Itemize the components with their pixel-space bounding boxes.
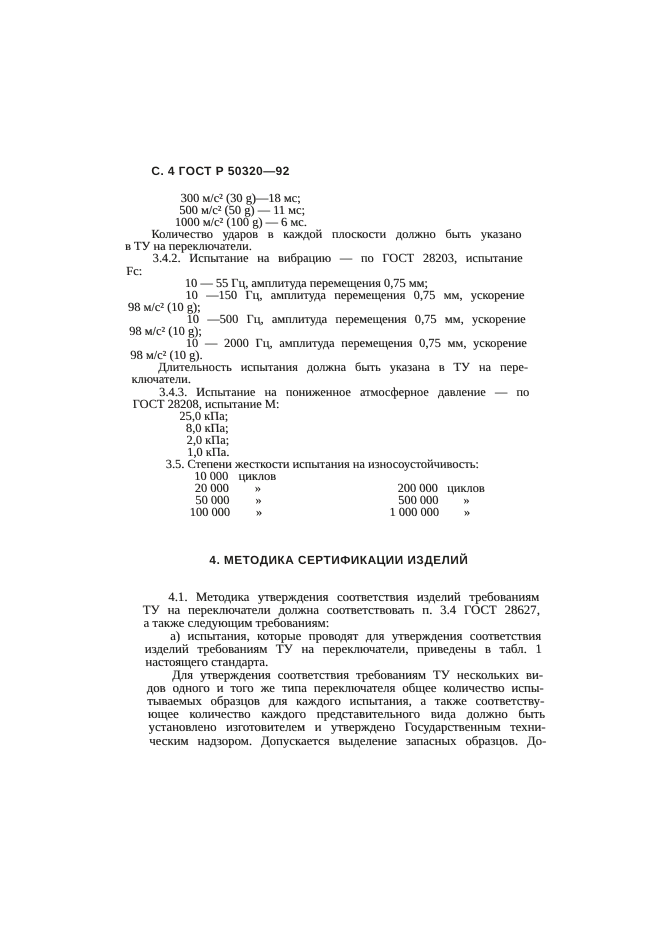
text-line: 98 м/с² (10 g). <box>129 348 203 363</box>
text-line: изделий требованиям ТУ на переключатели, приведены в табл. 1 <box>144 641 543 656</box>
endurance-unit: циклов <box>238 469 277 484</box>
text-line: ТУ на переключатели должна соответствовать п. 3.4 ГОСТ 28627, <box>142 602 541 617</box>
text-line: 3.5. Степени жесткости испытания на износоустойчивость: <box>165 457 480 472</box>
endurance-unit: циклов <box>446 481 485 496</box>
text-line: ГОСТ 28208, испытание М: <box>132 396 280 411</box>
endurance-value: 10 000 <box>193 469 229 484</box>
text-line: 98 м/с² (10 g); <box>127 299 201 314</box>
endurance-unit: » <box>462 493 470 508</box>
section-4-heading: 4. МЕТОДИКА СЕРТИФИКАЦИИ ИЗДЕЛИЙ <box>208 552 469 567</box>
endurance-unit: » <box>255 505 263 520</box>
text-line: в ТУ на переключатели. <box>124 239 252 254</box>
text-line: 3.4.3. Испытание на пониженное атмосферное давление — по <box>158 384 530 399</box>
endurance-value: 200 000 <box>397 481 439 496</box>
endurance-value: 100 000 <box>189 505 231 520</box>
endurance-value: 20 000 <box>194 481 230 496</box>
text-line: 4.1. Методика утверждения соответствия изделий требованиям <box>167 589 540 604</box>
text-line: 1,0 кПа. <box>186 444 230 459</box>
endurance-unit: » <box>254 481 262 496</box>
text-line: Fc: <box>125 263 143 278</box>
text-line: а также следующим требованиям: <box>143 615 330 630</box>
endurance-value: 500 000 <box>397 493 439 508</box>
text-line: установлено изготовителем и утверждено Государственным техни- <box>148 720 546 735</box>
text-line: ческим надзором. Допускается выделение запасных образцов. До- <box>148 733 547 748</box>
endurance-unit: » <box>254 493 262 508</box>
endurance-row <box>138 506 536 518</box>
text-line: 2,0 кПа; <box>186 432 230 447</box>
text-line: 8,0 кПа; <box>185 420 229 435</box>
section-3-text <box>122 192 533 470</box>
text-line: 10 —150 Гц, амплитуда перемещения 0,75 мм, ускорение <box>185 287 525 302</box>
section-4-text <box>142 591 547 748</box>
text-line: 10 —500 Гц, амплитуда перемещения 0,75 мм, ускорение <box>186 311 526 326</box>
text-line: Длительность испытания должна быть указана в ТУ на пере- <box>157 360 529 375</box>
page-content <box>121 165 546 748</box>
text-line: 98 м/с² (10 g); <box>128 324 202 339</box>
text-line: 300 м/с² (30 g)—18 мс; <box>180 191 301 205</box>
text-line: 1000 м/с² (100 g) — 6 мс. <box>174 215 308 230</box>
endurance-unit: » <box>463 505 471 520</box>
endurance-list <box>136 470 535 518</box>
text-line: 25,0 кПа; <box>178 408 229 423</box>
endurance-value: 1 000 000 <box>389 505 440 520</box>
text-line: 3.4.2. Испытание на вибрацию — по ГОСТ 28203, испытание <box>152 251 523 266</box>
text-line: тываемых образцов для каждого испытания, а также соответству- <box>146 694 545 709</box>
endurance-value: 50 000 <box>194 493 230 508</box>
text-line: 500 м/с² (50 g) — 11 мс; <box>178 203 306 218</box>
text-line: ющее количество каждого представительного вида должно быть <box>147 707 546 722</box>
text-line: дов одного и того же типа переключателя общее количество испы- <box>146 681 544 696</box>
text-line: 10 — 55 Гц, амплитуда перемещения 0,75 мм; <box>184 275 429 290</box>
text-line: а) испытания, которые проводят для утверждения соответствия <box>169 628 542 643</box>
running-head: С. 4 ГОСТ Р 50320—92 <box>150 164 291 178</box>
text-line: Количество ударов в каждой плоскости должно быть указано <box>151 227 522 242</box>
text-line: Для утверждения соответствия требованиям ТУ нескольких ви- <box>171 668 544 683</box>
text-line: 10 — 2000 Гц, амплитуда перемещения 0,75 мм, ускорение <box>185 336 528 351</box>
text-line: настоящего стандарта. <box>144 655 269 669</box>
text-line: ключатели. <box>131 372 192 387</box>
